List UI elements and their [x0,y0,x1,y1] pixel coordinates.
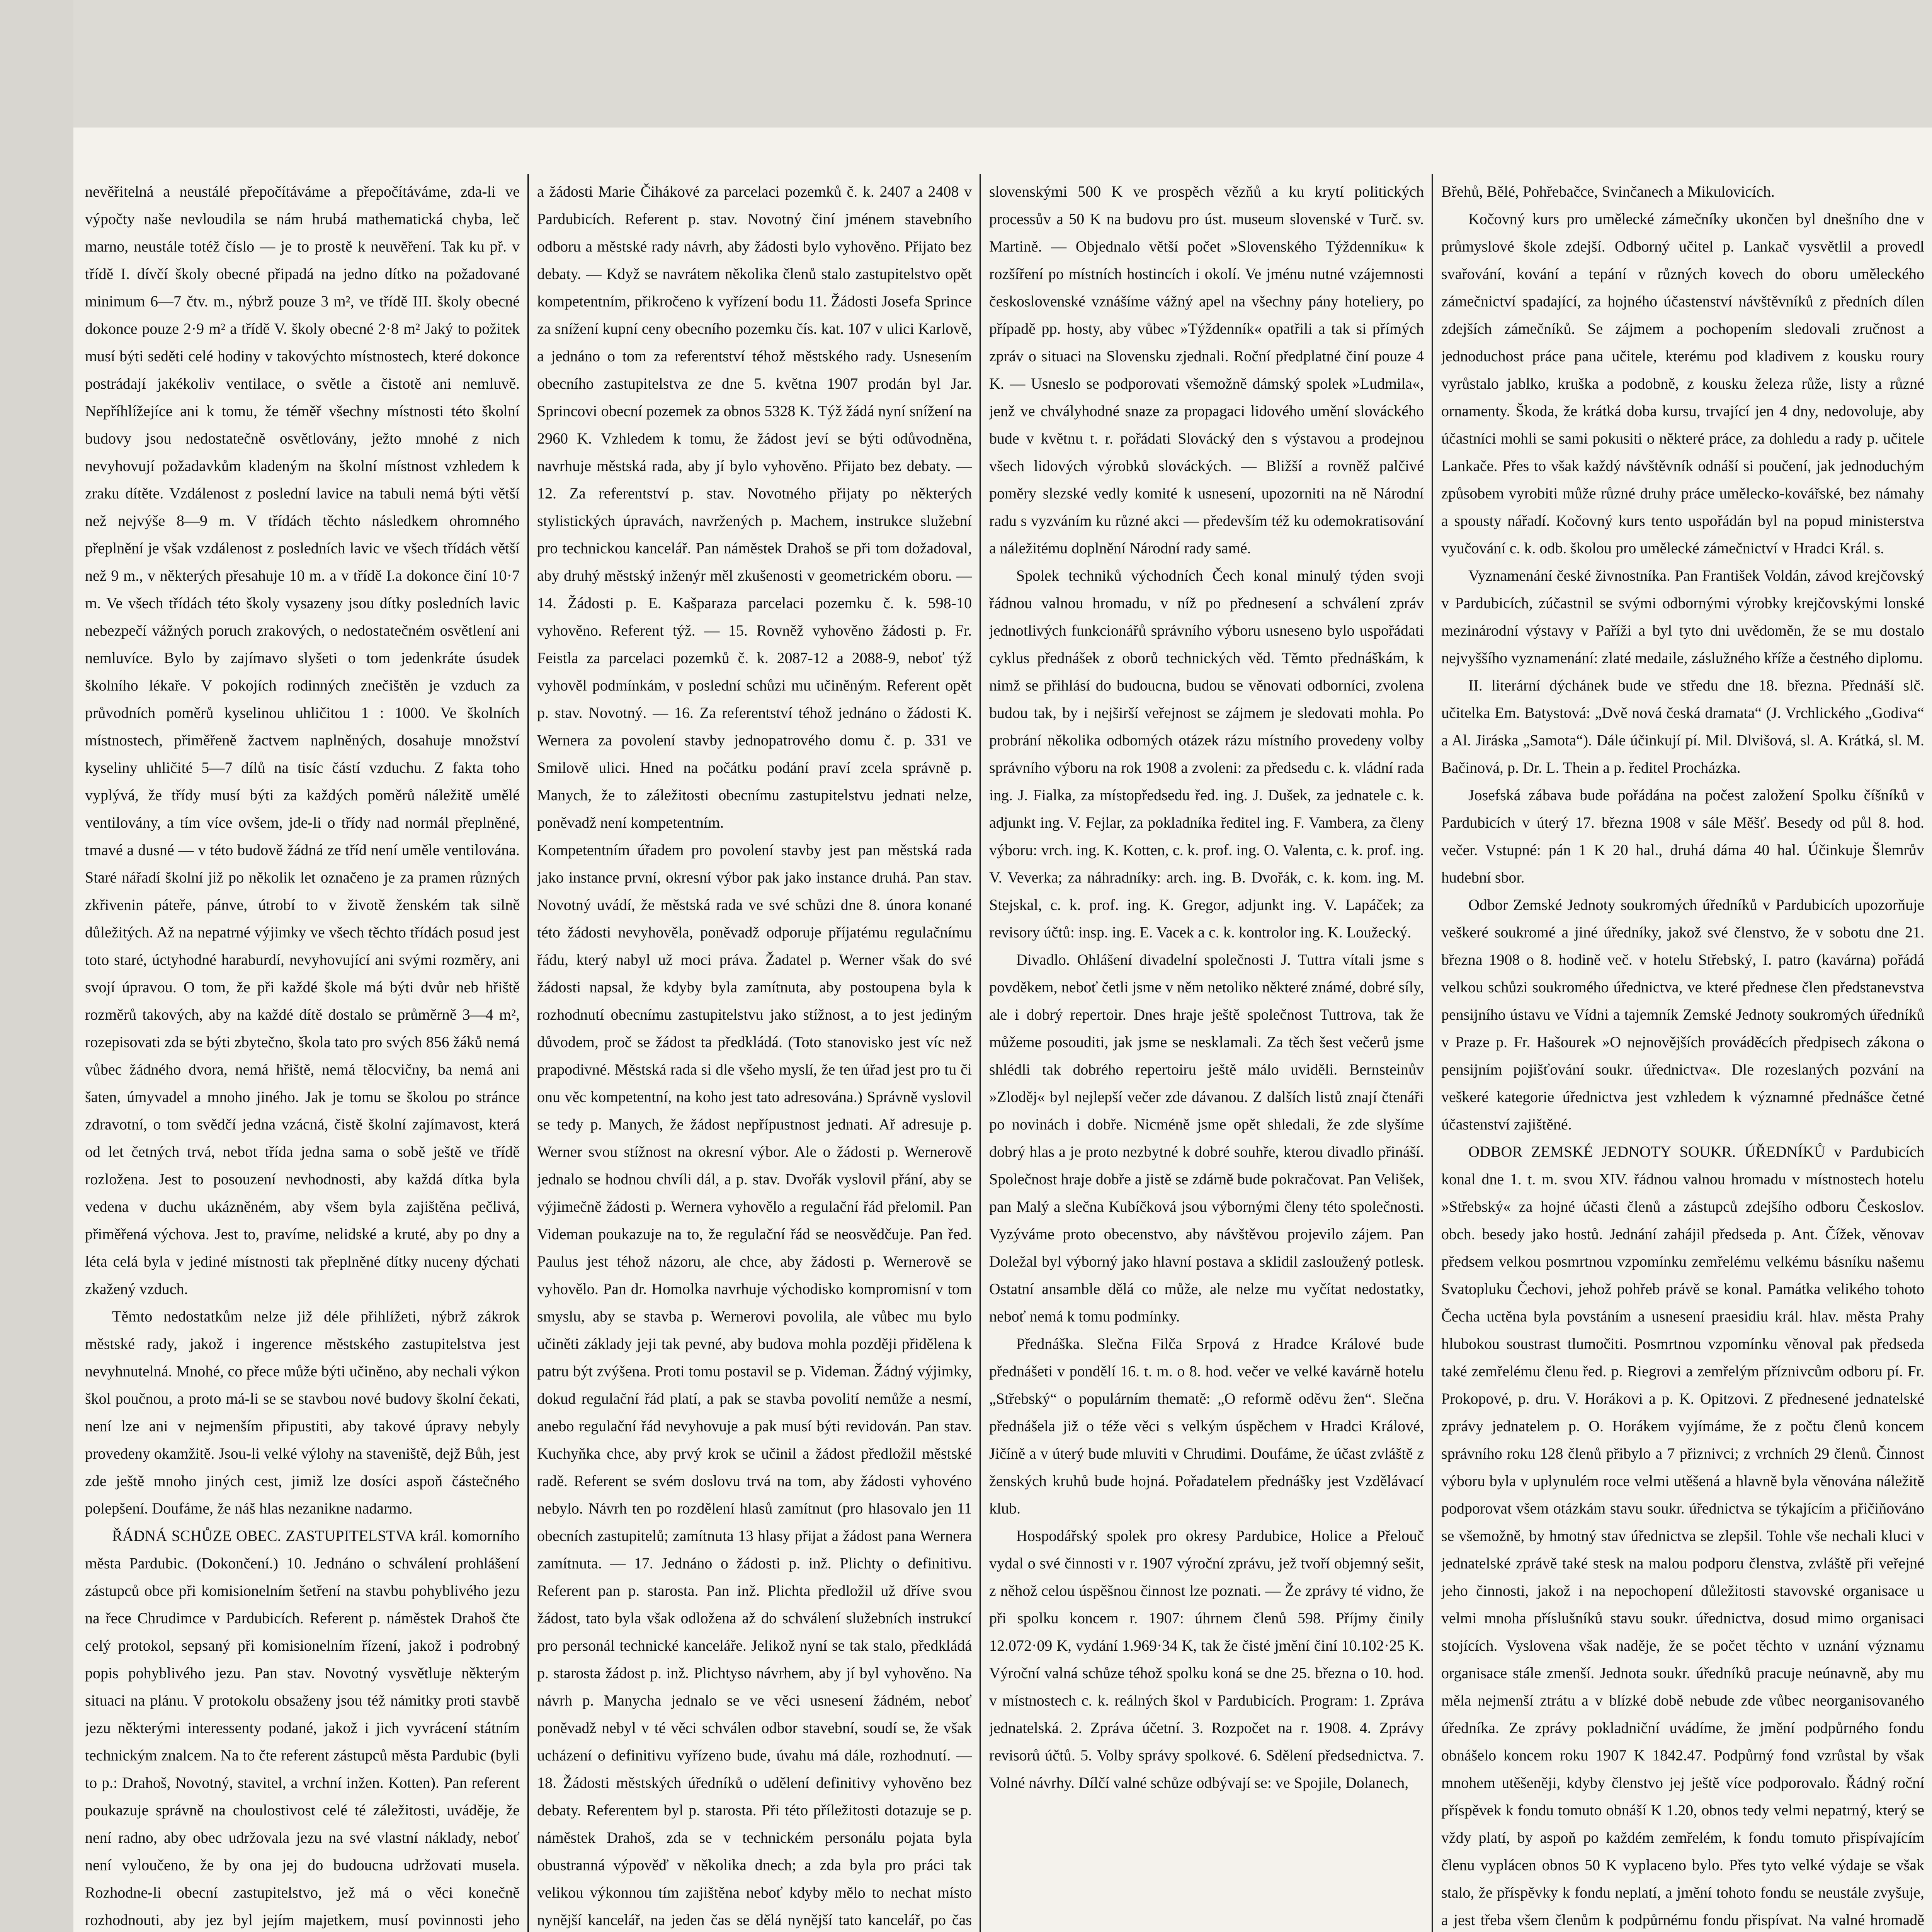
article-lecture: Přednáška. Slečna Filča Srpová z Hradce Králové bude přednášeti v pondělí 16. t. m. o 8. hod. večer ve velké kavárně hotelu „Střebský“ o populárním thematě: „O reformě oděvu žen“. Slečna přednášela již o téže věci s velkým úspěchem v Hradci Králové, Jičíně a v úterý bude mluviti v Chrudimi. Doufáme, že účast zvláště z ženských kruhů bude hojná. Pořadatelem přednášky jest Vzdělávací klub. [989,1335,1424,1517]
article-slovak-continued: slovenskými 500 K ve prospěch vězňů a ku krytí politických processův a 50 K na budovu pro úst. museum slovenské v Turč. sv. Martině. — Objednalo větší počet »Slovenského Týždenníku« k rozšíření po místních hostincích i okolí. Ve jménu nutné vzájemnosti československé vznášíme vážný apel na všechny pány hoteliery, po případě pp. hosty, aby vůbec »Týždenník« opatřili a tak si přímých zpráv o situaci na Slovensku zjednali. Roční předplatné činí pouze 4 K. — Usneslo se podporovati všemožně dámský spolek »Ludmila«, jenž ve chvályhodné snaze za propagaci lidového umění slováckého bude v květnu t. r. pořádati Slovácký den s výstavou a prodejnou všech lidových výrobků slováckých. — Bližší a rovněž palčivé poměry slezské vedly komité k usnesení, upozorniti na ně Národní radu s vyzváním ku různé akci — především též ku odemokratisování a náležitému doplnění Národní rady samé. [989,183,1424,557]
newspaper-page [73,128,1932,1932]
article-josef-party: Josefská zábava bude pořádána na počest založení Spolku číšníků v Pardubicích v úterý 17. března 1908 v sále Měšť. Besedy od půl 8. hod. večer. Vstupné: pán 1 K 20 hal., druhá dáma 40 hal. Účinkuje Šlemrův hudební sbor. [1441,786,1924,886]
article-literary-evening: II. literární dýchánek bude ve středu dne 18. března. Přednáší slč. učitelka Em. Batystová: „Dvě nová česká dramata“ (J. Vrchlického „Godiva“ a Al. Jiráska „Samota“). Dále účinkují pí. Mil. Dlvišová, sl. A. Krátká, sl. M. Bačinová, p. Dr. L. Thein a p. ředitel Procházka. [1441,677,1924,776]
article-farmers-society: Hospodářský spolek pro okresy Pardubice, Holice a Přelouč vydal o své činnosti v r. 1907 výroční zprávu, jež tvoří objemný sešit, z něhož celou úspěšnou činnost lze poznati. — Že zprávy té vidno, že při spolku koncem r. 1907: úhrnem členů 598. Příjmy činily 12.072·09 K, vydání 1.969·34 K, tak že čisté jmění činí 10.102·25 K. Výroční valná schůze téhož spolku koná se dne 25. března o 10. hod. v místnostech c. k. reálných škol v Pardubicích. Program: 1. Zpráva jednatelská. 2. Zpráva účetní. 3. Rozpočet na r. 1908. 4. Zprávy revisorů účtů. 5. Volby správy spolkové. 6. Sdělení předsednictva. 7. Volné návrhy. Dílčí valné schůze odbývají se: ve Spojile, Dolanech, [989,1527,1424,1791]
column-4 [1441,178,1924,1932]
article-technicians-society: Spolek techniků východních Čech konal minulý týden svoji řádnou valnou hromadu, v níž po přednesení a schválení zpráv jednotlivých funkcionářů správního výboru usneseno bylo uspořádati cyklus přednášek z oborů technických věd. Těmto přednáškám, k nimž se přihlásí do budoucna, budou se věnovati odborníci, zvolena budou tak, by i nejširší veřejnost se zájmem je sledovati mohla. Po probrání několika odborných otázek rázu místního provedeny volby správního výboru na rok 1908 a zvoleni: za předsedu c. k. vládní rada ing. J. Fialka, za místopředsedu řed. ing. J. Dušek, za jednatele c. k. adjunkt ing. V. Fejlar, za pokladníka ředitel ing. F. Vambera, za členy výboru: vrch. ing. K. Kotten, c. k. prof. ing. O. Valenta, c. k. prof. ing. V. Veverka; za náhradníky: arch. ing. B. Dvořák, c. k. kom. ing. M. Stejskal, c. k. prof. ing. K. Gregor, adjunkt ing. V. Lapáček; za revisory účtů: insp. ing. E. Vacek a c. k. kontrolor ing. K. Loužecký. [989,567,1424,941]
article-tailor-award: Vyznamenání české živnostníka. Pan František Voldán, závod krejčovský v Pardubicích, zúčastnil se svými odbornými výrobky krejčovskými lonské mezinárodní výstavy v Paříži a byl tyto dni uvědoměn, že se mu dostalo nejvyššího vyznamenání: zlaté medaile, záslužného kříže a čestného diplomu. [1441,567,1924,667]
column-1 [85,178,520,1932]
column-2 [537,178,972,1932]
article-school-conclusion: Těmto nedostatkům nelze již déle přihlížeti, nýbrž zákrok městské rady, jakož i ingerence městského zastupitelstva jest nevyhnutelná. Mnohé, co přece může býti učiněno, aby nechali výkon škol poučnou, a proto má-li se se stavbou nové budovy školní čekati, není lze ani v nejmenším připustiti, aby takové úpravy nebyly provedeny okamžitě. Jsou-li velké výlohy na staveniště, dejž Bůh, jest zde ještě mnoho jiných cest, jimiž lze dosíci aspoň částečného polepšení. Doufáme, že náš hlas nezanikne nadarmo. [85,1308,520,1517]
article-clerks-meeting: ODBOR ZEMSKÉ JEDNOTY SOUKR. ÚŘEDNÍKŮ v Pardubicích konal dne 1. t. m. svou XIV. řádnou valnou hromadu v místnostech hotelu »Střebský« za hojné účasti členů a zástupců zdejšího odboru Českoslov. obch. besedy jako hostů. Jednání zahájil předseda p. Ant. Čížek, věnovav předsem velkou posmrtnou vzpomínku zemřelému velkému básníku našemu Svatopluku Čechovi, jehož pohřeb právě se konal. Památka velikého tohoto Čecha uctěna byla povstáním a usnesení praesidiu král. hlav. města Prahy hlubokou soustrast tlumočiti. Posmrtnou vzpomínku věnoval pak předseda také zemřelému členu řed. p. Riegrovi a zemřelým příznivcům odboru pí. Fr. Prokopové, p. dru. V. Horákovi a p. K. Opitzovi. Z přednesené jednatelské zprávy jednatelem p. O. Horákem vyjímáme, že z počtu členů koncem správního roku 128 členů přibylo a 7 přiznivci; z vrchních 29 členů. Činnost výboru byla v uplynulém roce velmi utěšená a hlavně byla věnována náležitě podporovat všem otázkám stavu soukr. úřednictva se týkajícím a přičiňováno se všemožně, by hmotný stav úřednictva se zlepšil. Tohle vše nechali kluci v jednatelské zprávě také stesk na malou podporu členstva, zvláště při veřejné jeho činnosti, jakož i na nepochopení důležitosti stavovské organisace u velmi mnoha příslušníků stavu soukr. úřednictva, dosud mimo organisaci stojících. Vyslovena však naděje, že se počet těchto v uznání významu organisace stále zmenší. Jednota soukr. úředníků pracuje neúnavně, aby mu měla nejmenší ztrátu a v blízké době nebude zde vůbec neorganisovaného úředníka. Ze zprávy pokladniční uvádíme, že jmění podpůrného fondu obnášelo koncem roku 1907 K 1842.47. Podpůrný fond vzrůstal by však mnohem utěšeněji, kdyby členstvo jej ještě více podporovalo. Řádný roční příspěvek k fondu tomuto obnáší K 1.20, obnos tedy velmi nepatrný, který se vždy platí, by aspoň po každém zemřelém, k fondu tomuto přispívajícím členu vyplácen obnos 50 K vyplaceno bylo. Přes tyto velké výdaje se však stalo, že příspěvky k fondu neplatí, a jmění tohoto fondu se neustále zvyšuje, a jest třeba všem členům k podpůrnému fondu přispívat. Na valné hromadě [1441,1143,1924,1929]
scan-left-margin [0,0,73,1932]
article-council-meeting: ŘÁDNÁ SCHŮZE OBEC. ZASTUPITELSTVA král. komorního města Pardubic. (Dokončení.) 10. Jednáno o schválení prohlášení zástupců obce při komisionelním šetření na stavbu pohyblivého jezu na řece Chrudimce v Pardubicích. Referent p. náměstek Drahoš čte celý protokol, sepsaný při komisionelním řízení, jakož i podrobný popis pohyblivého jezu. Pan stav. Novotný vysvětluje některým situaci na plánu. V protokolu obsaženy jsou též námitky proti stavbě jezu některými interessenty podané, jakož i jich vyvrácení státním technickým znalcem. Na to čte referent zástupců města Pardubic (byli to p.: Drahoš, Novotný, stavitel, a vrchní inžen. Kotten). Pan referent poukazuje správně na choulostivost celé té záležitosti, uváděje, že není radno, aby obec udržovala jezu na své vlastní náklady, neboť není vyloučeno, že by ona jej do budoucna udržovati musela. Rozhodne-li obecní zastupitelstvo, jež má o věci konečně rozhodnouti, aby jez byl jejím majetkem, musí povinnosti jeho [85,1527,520,1929]
article-theatre: Divadlo. Ohlášení divadelní společnosti J. Tuttra vítali jsme s povděkem, neboť četli jsme v něm netoliko některé známé, dobré síly, ale i dobrý repertoir. Dnes hraje ještě společnost Tuttrova, tak že můžeme posouditi, jak jsme se nesklamali. Za těch šest večerů jsme shlédli tak dobrého repertoiru ještě málo uviděli. Bernsteinův »Zloděj« byl nejlepší večer zde dávanou. Z dalších listů znají čtenáři po novinách i dobře. Nicméně jsme opět shledali, že zde slyšíme dobrý hlas a je proto nezbytné k dobré souhře, kterou divadlo přináší. Společnost hraje dobře a jistě se zdárně bude pokračovat. Pan Velišek, pan Malý a slečna Kubíčková jsou výbornými členy této společnosti. Vyzýváme proto obecenstvo, aby návštěvou projevilo zájem. Pan Doležal byl výborný jako hlavní postava a sklidil zasloužený potlesk. Ostatní ansamble dělá co může, ale nelze mu vyčítat nedostatky, neboť nemá k tomu podmínky. [989,951,1424,1325]
article-farmers-continued: Břehů, Bělé, Pohřebačce, Svinčanech a Mikulovicích. [1441,183,1775,200]
scan-top-margin [0,0,1932,128]
article-private-clerks: Odbor Zemské Jednoty soukromých úředníků v Pardubicích upozorňuje veškeré soukromé a jiné úředníky, jakož své členstvo, že v sobotu dne 21. března 1908 o 8. hodině več. v hotelu Střebský, I. patro (kavárna) pořádá velkou schůzi soukromého úřednictva, ve které přednese člen předstanevstva pensijního ústavu ve Vídni a tajemník Zemské Jednoty soukromých úředníků v Praze p. Fr. Hašourek »O nejnovějších prováděcích předpisech zákona o pensijním pojišťování soukr. úřednictva«. Dle rozeslaných pozvání na veškeré kategorie úřednictva jest vzhledem k významné přednášce četné účastenství zajištěné. [1441,896,1924,1133]
article-council-continued-2: Kompetentním úřadem pro povolení stavby jest pan městská rada jako instance první, okresní výbor pak jako instance druhá. Pan stav. Novotný uvádí, že městská rada ve své schůzi dne 8. února konané této žádosti nevyhověla, poněvadž odporuje příjatému regulačnímu řádu, který nabyl už moci práva. Žadatel p. Werner však do své žádosti napsal, že kdyby byla zamítnuta, aby postoupena byla k rozhodnutí obecnímu zastupitelstvu jako stížnost, a to jest jediným důvodem, proč se žádost ta předkládá. (Toto stanovisko jest víc než prapodivné. Městská rada si dle všeho myslí, že ten úřad jest pro tu či onu věc kompetentní, na koho jest tato adresována.) Správně vyslovil se tedy p. Manych, že žádost nepřípustnost jednati. Ař adresuje p. Werner svou stížnost na okresní výbor. Ale o žádosti p. Wernerově jednalo se hodnou chvíli dál, a p. stav. Dvořák vyslovil přání, aby se výjimečně žádosti p. Wernera vyhovělo a regulační řád přelomil. Pan Videman poukazuje na to, že regulační řád se neosvědčuje. Pan řed. Paulus jest téhož názoru, ale chce, aby žádosti p. Wernerově se vyhovělo. Pan dr. Homolka navrhuje východisko kompromisní v tom smyslu, aby se stavba p. Wernerovi povolila, ale vůbec mu bylo učiněti základy jeji tak pevné, aby budova mohla později přidělena k patru být zvýšena. Proti tomu postavil se p. Videman. Žádný výjimky, dokud regulační řád platí, a pak se stavba povolití nemůže a nesmí, anebo regulační řád nevyhovuje a pak musí býti revidován. Pan stav. Kuchyňka chce, aby prvý krok se učinil a žádost předložil městské radě. Referent se svém doslovu trvá na tom, aby žádosti vyhovéno nebylo. Návrh ten po rozdělení hlasů zamítnut (pro hlasovalo jen 11 obecních zastupitelů; zamítnuta 13 hlasy přijat a žádost pana Wernera zamítnuta. — 17. Jednáno o žádosti p. inž. Plichty o definitivu. Referent pan p. starosta. Pan inž. Plichta předložil už dříve svou žádost, tato byla však odložena až do schválení služebních instrukcí pro personál technické kanceláře. Jelikož nyní se tak stalo, předkládá p. starosta žádost p. inž. Plichtyso návrhem, aby jí byl vyhověno. Na návrh p. Manycha jednalo se ve věci usnesení žádném, neboť poněvadž nebyl v té věci schválen odbor stavební, soudí se, že však ucházení o definitivu vyřízeno bude, úvahu má dále, rozhodnutí. — 18. Žádosti městských úředníků o udělení definitivy vyhověno bez debaty. Referentem byl p. starosta. Při této příležitosti dotazuje se p. náměstek Drahoš, zda se v technickém personálu pojata byla obustranná výpověď v několika dnech; a zda byla pro práci tak velikou výkonnou tím zajištěna neboť kdyby mělo to nechat místo nynější kancelář, na jeden čas se dělá nynější tato kancelář, po čas [537,841,972,1929]
column-3 [989,178,1424,1932]
article-locksmith-course: Kočovný kurs pro umělecké zámečníky ukončen byl dnešního dne v průmyslové škole zdejší. Odborný učitel p. Lankač vysvětlil a provedl svařování, kování a tepání v různých kovech do oboru uměleckého zámečnictví spadající, za hojného účastenství návštěvníků z předních dílen zdejších zámečníků. Se zájmem a pochopením sledovali zručnost a jednoduchost práce pana učitele, kterému pod kladivem z kousku roury vyrůstalo jablko, kruška a podobně, z kousku železa růže, listy a různé ornamenty. Škoda, že krátká doba kursu, trvající jen 4 dny, nedovoluje, aby účastníci mohli se sami pokusiti o některé práce, za dohledu a rady p. učitele Lankače. Přes to však každý návštěvník odnáší si poučení, jak jednoduchým způsobem vyrobiti může různé druhy práce umělecko-kovářské, bez námahy a spousty nářadí. Kočovný kurs tento uspořádán byl na popud ministerstva vyučování c. k. odb. školou pro umělecké zámečnictví v Hradci Král. s. [1441,210,1924,557]
article-school-conditions: nevěřitelná a neustálé přepočítáváme a přepočítáváme, zda-li ve výpočty naše nevloudila se nám hrubá mathematická chyba, leč marno, neustále totéž číslo — je to prostě k neuvěření. Tak ku př. v třídě I. dívčí školy obecné připadá na jedno dítko na požadované minimum 6—7 čtv. m., nýbrž pouze 3 m², ve třídě III. školy obecné dokonce pouze 2·9 m² a třídě V. školy obecné 2·8 m² Jaký to požitek musí býti seděti celé hodiny v takovýchto místnostech, které dokonce postrádají jakékoliv ventilace, o světle a čistotě ani nemluvě. Nepříhlížejíce ani k tomu, že téměř všechny místnosti této školní budovy jsou nedostatečně osvětlovány, ježto mnohé z nich nevyhovují požadavkům kladeným na školní místnost vzhledem k zraku dítěte. Vzdálenost z poslední lavice na tabuli nemá býti větší než nejvýše 8—9 m. V třídách těchto následkem ohromného přeplnění je však vzdálenost z posledních lavic ve všech třídách větší než 9 m., v některých přesahuje 10 m. a v třídě I.a dokonce činí 10·7 m. Ve všech třídách této školy vysazeny jsou dítky posledních lavic nebezpečí vážných poruch zrakových, o nedostatečném osvětlení ani nemluvíce. Bylo by zajímavo slyšeti o tom jedenkráte úsudek školního lékaře. V pokojích rodinných znečištěn je vzduch za průvodních poměrů kyselinou uhličitou 1 : 1000. Ve školních místnostech, přiměřeně žactvem naplněných, dosahuje množství kyseliny uhličité 5—7 dílů na tisíc částí vzduchu. Z fakta toho vyplývá, že třídy musí býti za každých poměrů náležitě umělé ventilovány, a tím více ovšem, jde-li o třídy nad normál přeplněné, tmavé a dusné — v této budově žádná ze tříd není uměle ventilována. Staré nářadí školní již po několik let označeno je za pramen různých zkřivenin páteře, pánve, útrobí to v životě ženském tak silně důležitých. Až na nepatrné výjimky ve všech těchto třídách posud jest toto staré, úctyhodné haraburdí, nevyhovující ani svými rozměry, ani svojí úpravou. O tom, že při každé škole má býti dvůr neb hřiště rozměrů takových, aby na každé dítě dostalo se průměrně 3—4 m², rozepisovati zda se býti zbytečno, škola tato pro svých 856 žáků nemá vůbec žádného dvora, nemá hřiště, nemá tělocvičny, ba nemá ani šaten, úmyvadel a mnoho jiného. Jak je tomu se školou po stránce zdravotní, o tom svědčí jedna vzácná, čistě školní zajímavost, která od let četných trvá, nebot třída jedna sama o sobě ještě ve třídě rozložena. Jest to posouzení nevhodnosti, aby každá dítka byla vedena v duchu ukázněném, aby všem byla zajištěna pečlivá, přiměřená výchova. Jest to, pravíme, nelidské a kruté, aby po dny a léta celá byla v jediné místnosti tak přeplněné dítky nuceny dýchati zkažený vzduch. [85,183,520,1298]
article-council-continued: a žádosti Marie Čihákové za parcelaci pozemků č. k. 2407 a 2408 v Pardubicích. Referent p. stav. Novotný činí jménem stavebního odboru a městské rady návrh, aby žádosti bylo vyhověno. Přijato bez debaty. — Když se navrátem několika členů stalo zastupitelstvo opět kompetentním, přikročeno k vyřízení bodu 11. Žádosti Josefa Sprince za snížení kupní ceny obecního pozemku čís. kat. 107 v ulici Karlově, a jednáno o tom za referentství téhož městského rady. Usnesením obecního zastupitelstva ze dne 5. května 1907 prodán byl Jar. Sprincovi obecní pozemek za obnos 5328 K. Týž žádá nyní snížení na 2960 K. Vzhledem k tomu, že žádost jeví se býti odůvodněna, navrhuje městská rada, aby jí bylo vyhověno. Přijato bez debaty. — 12. Za referentství p. stav. Novotného přijaty po některých stylistických úpravách, navržených p. Machem, instrukce služební pro technickou kancelář. Pan náměstek Drahoš se při tom dožadoval, aby druhý městský inženýr měl zkušenosti v geometrickém oboru. — 14. Žádosti p. E. Kašparaza parcelaci pozemku č. k. 598-10 vyhověno. Referent týž. — 15. Rovněž vyhověno žádosti p. Fr. Feistla za parcelaci pozemků č. k. 2087-12 a 2088-9, neboť týž vyhověl podmínkám, v poslední schůzi mu učiněným. Referent opět p. stav. Novotný. — 16. Za referentství téhož jednáno o žádosti K. Wernera za povolení stavby jednopatrového domu č. p. 331 ve Smilově ulici. Hned na počátku podání praví zcela správně p. Manych, že to záležitosti obecnímu zastupitelstvu jednati nelze, poněvadž není kompetentním. [537,183,972,831]
column-rule [980,174,981,1932]
column-rule [1432,174,1433,1932]
column-rule [527,174,529,1932]
